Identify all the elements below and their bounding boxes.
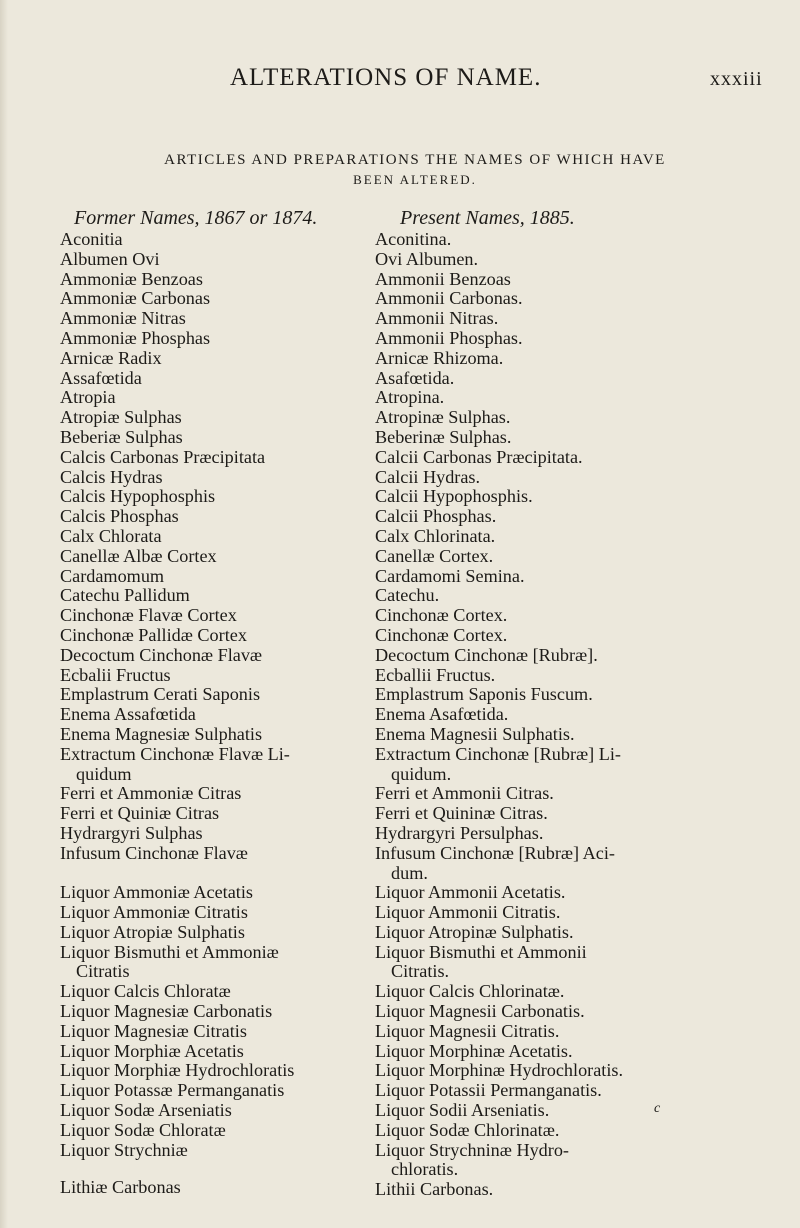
former-name-entry: Albumen Ovi [60,249,160,269]
former-name-entry: Liquor Morphiæ Acetatis [60,1041,244,1061]
present-name-entry: Ammonii Phosphas. [375,328,523,348]
former-name-entry: Atropia [60,388,116,408]
present-name-entry: Aconitina. [375,230,452,249]
section-heading-line-1: ARTICLES AND PREPARATIONS THE NAMES OF WHICH HAVE [164,152,666,168]
present-name-entry: Ecballii Fructus. [375,665,496,685]
present-name-entry: Calcii Phosphas. [375,507,497,527]
present-name-entry: Calcii Hydras. [375,467,481,487]
former-name-entry: Infusum Cinchonæ Flavæ [60,843,248,863]
section-heading-line-2: BEEN ALTERED. [353,172,477,187]
present-name-entry: Catechu. [375,586,440,606]
present-name-entry: Decoctum Cinchonæ [Rubræ]. [375,645,598,665]
present-name-entry: Liquor Morphinæ Hydrochloratis. [375,1061,624,1081]
former-name-entry: Liquor Magnesiæ Carbonatis [60,1002,273,1022]
present-name-entry: Ferri et Ammonii Citras. [375,784,554,804]
former-name-entry: Calcis Phosphas [60,507,179,527]
present-name-entry-continued: quidum. [391,764,452,784]
present-name-entry: Cinchonæ Cortex. [375,606,508,626]
former-name-entry: Liquor Strychniæ [60,1140,188,1160]
present-names-column [375,207,705,1200]
former-name-entry: Assafœtida [60,368,142,388]
former-name-entry: Liquor Bismuthi et Ammoniæ [60,942,279,962]
present-name-entry: Beberinæ Sulphas. [375,427,512,447]
present-name-entry-continued: Citratis. [391,962,450,982]
former-name-entry: Ferri et Quiniæ Citras [60,804,220,824]
former-name-entry: Ammoniæ Phosphas [60,328,211,348]
former-name-entry: Calcis Hypophosphis [60,487,216,507]
page-gutter-shadow [0,0,8,1228]
former-name-entry: Liquor Sodæ Arseniatis [60,1101,232,1121]
present-name-entry: Liquor Ammonii Acetatis. [375,883,566,903]
present-name-entry: Canellæ Cortex. [375,546,494,566]
former-name-entry: Catechu Pallidum [60,586,190,606]
present-name-entry: Liquor Calcis Chlorinatæ. [375,982,565,1002]
former-name-entry: Emplastrum Cerati Saponis [60,685,261,705]
former-name-entry: Calx Chlorata [60,526,162,546]
running-head: ALTERATIONS OF NAME. [230,64,542,91]
present-name-entry-continued: dum. [391,863,428,883]
present-name-entry: Liquor Strychninæ Hydro- [375,1140,569,1160]
blank-line [60,864,352,884]
former-name-entry: Enema Magnesiæ Sulphatis [60,724,263,744]
former-name-entry: Liquor Morphiæ Hydrochloratis [60,1061,295,1081]
former-name-entry: Liquor Magnesiæ Citratis [60,1021,247,1041]
former-name-entry: Cinchonæ Flavæ Cortex [60,606,237,626]
former-name-entry: Ecbalii Fructus [60,665,171,685]
present-name-entry: Ammonii Carbonas. [375,289,523,309]
former-name-entry: Decoctum Cinchonæ Flavæ [60,645,263,665]
former-name-entry: Lithiæ Carbonas [60,1178,181,1198]
present-name-entry: Liquor Magnesii Carbonatis. [375,1002,585,1022]
present-name-entry: Calcii Hypophosphis. [375,487,533,507]
present-name-entry: Liquor Morphinæ Acetatis. [375,1041,573,1061]
former-name-entry: Liquor Sodæ Chloratæ [60,1120,226,1140]
present-name-entry: Atropina. [375,388,445,408]
former-name-entry: Calcis Carbonas Præcipitata [60,447,266,467]
present-name-entry-continued: chloratis. [391,1160,459,1180]
former-name-entry: Canellæ Albæ Cortex [60,546,217,566]
former-name-entry: Liquor Ammoniæ Citratis [60,903,248,923]
former-names-heading: Former Names, 1867 or 1874. [74,207,318,229]
former-name-entry: Extractum Cinchonæ Flavæ Li- [60,744,290,764]
former-name-entry: Arnicæ Radix [60,348,162,368]
former-name-entry: Liquor Potassæ Permanganatis [60,1081,285,1101]
former-name-entry: Atropiæ Sulphas [60,408,182,428]
present-name-entry: Ovi Albumen. [375,249,479,269]
present-name-entry: Atropinæ Sulphas. [375,408,511,428]
present-name-entry: Ammonii Nitras. [375,309,499,329]
page-number: xxxiii [710,68,763,90]
present-name-entry: Ammonii Benzoas [375,269,511,289]
section-heading [70,150,760,190]
former-name-entry: Liquor Atropiæ Sulphatis [60,922,245,942]
signature-mark: c [654,1101,661,1116]
former-name-entry: Enema Assafœtida [60,705,196,725]
former-name-entry: Ammoniæ Benzoas [60,269,203,289]
present-name-entry: Liquor Sodæ Chlorinatæ. [375,1120,560,1140]
present-name-entry: Liquor Ammonii Citratis. [375,903,561,923]
former-name-entry: Ferri et Ammoniæ Citras [60,784,242,804]
present-names-heading: Present Names, 1885. [400,207,575,229]
former-name-entry: Calcis Hydras [60,467,163,487]
present-name-entry: Liquor Potassii Permanganatis. [375,1081,602,1101]
former-name-entry: Hydrargyri Sulphas [60,823,203,843]
present-name-entry: Liquor Atropinæ Sulphatis. [375,922,574,942]
present-name-entry: Hydrargyri Persulphas. [375,823,544,843]
present-name-entry: Lithii Carbonas. [375,1180,494,1200]
former-name-entry: Liquor Calcis Chloratæ [60,982,231,1002]
former-name-entry: Ammoniæ Carbonas [60,289,211,309]
present-name-entry: Cinchonæ Cortex. [375,625,508,645]
former-names-column [60,207,352,1198]
present-name-entry: Cardamomi Semina. [375,566,525,586]
present-name-entry: Calcii Carbonas Præcipitata. [375,447,583,467]
present-name-entry: Infusum Cinchonæ [Rubræ] Aci- [375,843,615,863]
spacer [60,1160,352,1178]
former-name-entry-continued: quidum [76,764,132,784]
present-name-entry: Emplastrum Saponis Fuscum. [375,685,593,705]
present-name-entry: Arnicæ Rhizoma. [375,348,504,368]
present-name-entry: Extractum Cinchonæ [Rubræ] Li- [375,744,621,764]
present-name-entry: Liquor Bismuthi et Ammonii [375,942,587,962]
former-name-entry: Cinchonæ Pallidæ Cortex [60,625,247,645]
former-name-entry: Beberiæ Sulphas [60,427,183,447]
former-name-entry-continued: Citratis [76,962,130,982]
present-name-entry: Calx Chlorinata. [375,526,496,546]
present-name-entry: Ferri et Quininæ Citras. [375,804,548,824]
former-name-entry: Aconitia [60,230,123,249]
present-name-entry: Liquor Sodii Arseniatis. [375,1101,550,1121]
former-name-entry: Cardamomum [60,566,165,586]
present-name-entry: Enema Magnesii Sulphatis. [375,724,575,744]
present-name-entry: Liquor Magnesii Citratis. [375,1021,560,1041]
former-name-entry: Liquor Ammoniæ Acetatis [60,883,253,903]
present-name-entry: Enema Asafœtida. [375,705,509,725]
present-name-entry: Asafœtida. [375,368,455,388]
former-name-entry: Ammoniæ Nitras [60,309,186,329]
